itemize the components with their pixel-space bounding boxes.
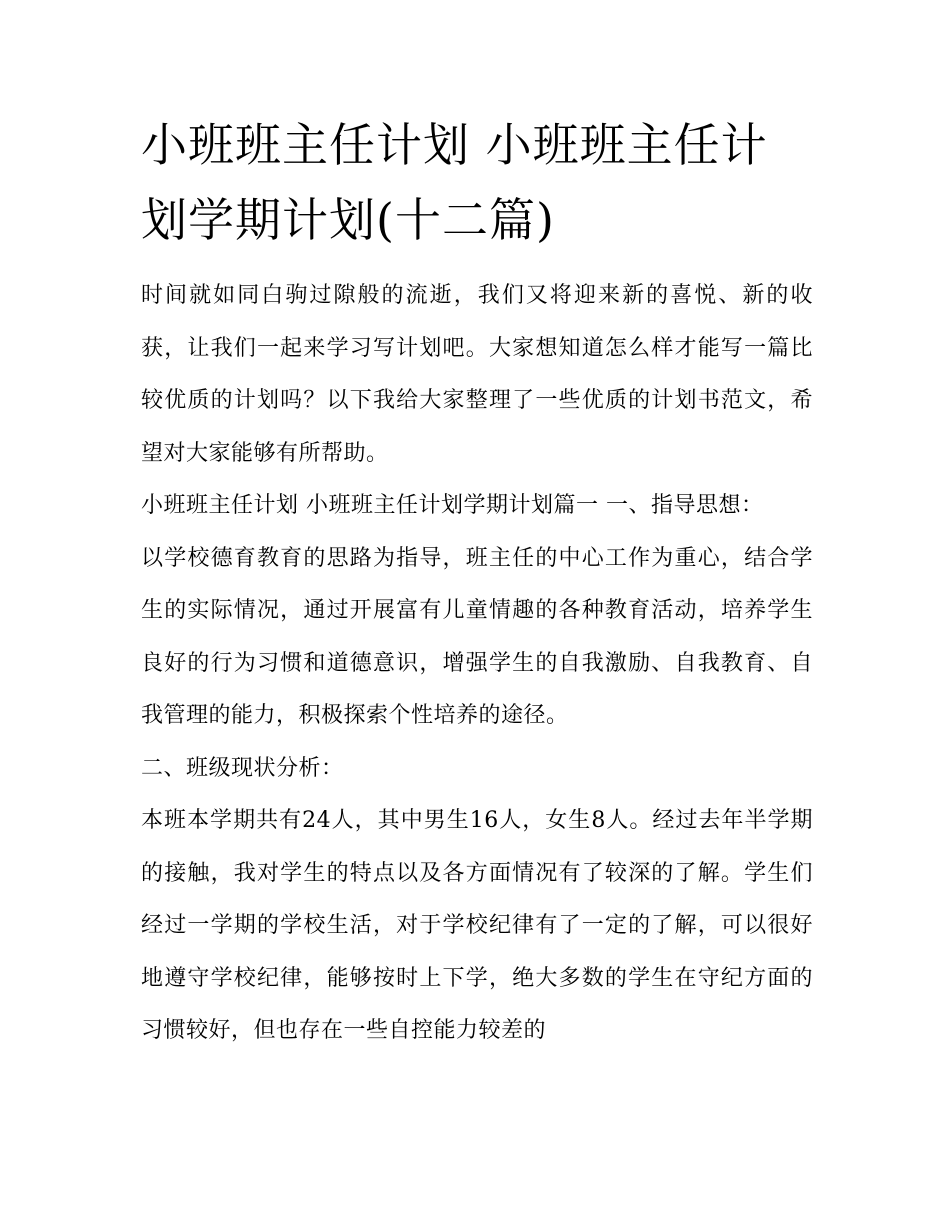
guiding-ideology-paragraph: 以学校德育教育的思路为指导，班主任的中心工作为重心，结合学生的实际情况，通过开展富有儿童情趣的各种教育活动，培养学生良好的行为习惯和道德意识，增强学生的自我激励、自我教育、自我管理的能力，积极探索个性培养的途径。 [141,545,813,728]
section-heading-class-analysis: 二、班级现状分析： [141,755,344,781]
document-body [141,270,813,1058]
section-heading-guiding-ideology: 小班班主任计划 小班班主任计划学期计划篇一 一、指导思想： [141,493,764,518]
intro-paragraph: 时间就如同白驹过隙般的流逝，我们又将迎来新的喜悦、新的收获，让我们一起来学习写计划吧。大家想知道怎么样才能写一篇比较优质的计划吗？以下我给大家整理了一些优质的计划书范文，希望对大家能够有所帮助。 [141,283,813,466]
class-analysis-paragraph: 本班本学期共有24人，其中男生16人，女生8人。经过去年半学期的接触，我对学生的特点以及各方面情况有了较深的了解。学生们经过一学期的学校生活，对于学校纪律有了一定的了解，可以很好地遵守学校纪律，能够按时上下学，绝大多数的学生在守纪方面的习惯较好，但也存在一些自控能力较差的 [141,808,813,1043]
document-title: 小班班主任计划 小班班主任计划学期计划(十二篇) [141,118,768,247]
document-page [141,108,813,1058]
